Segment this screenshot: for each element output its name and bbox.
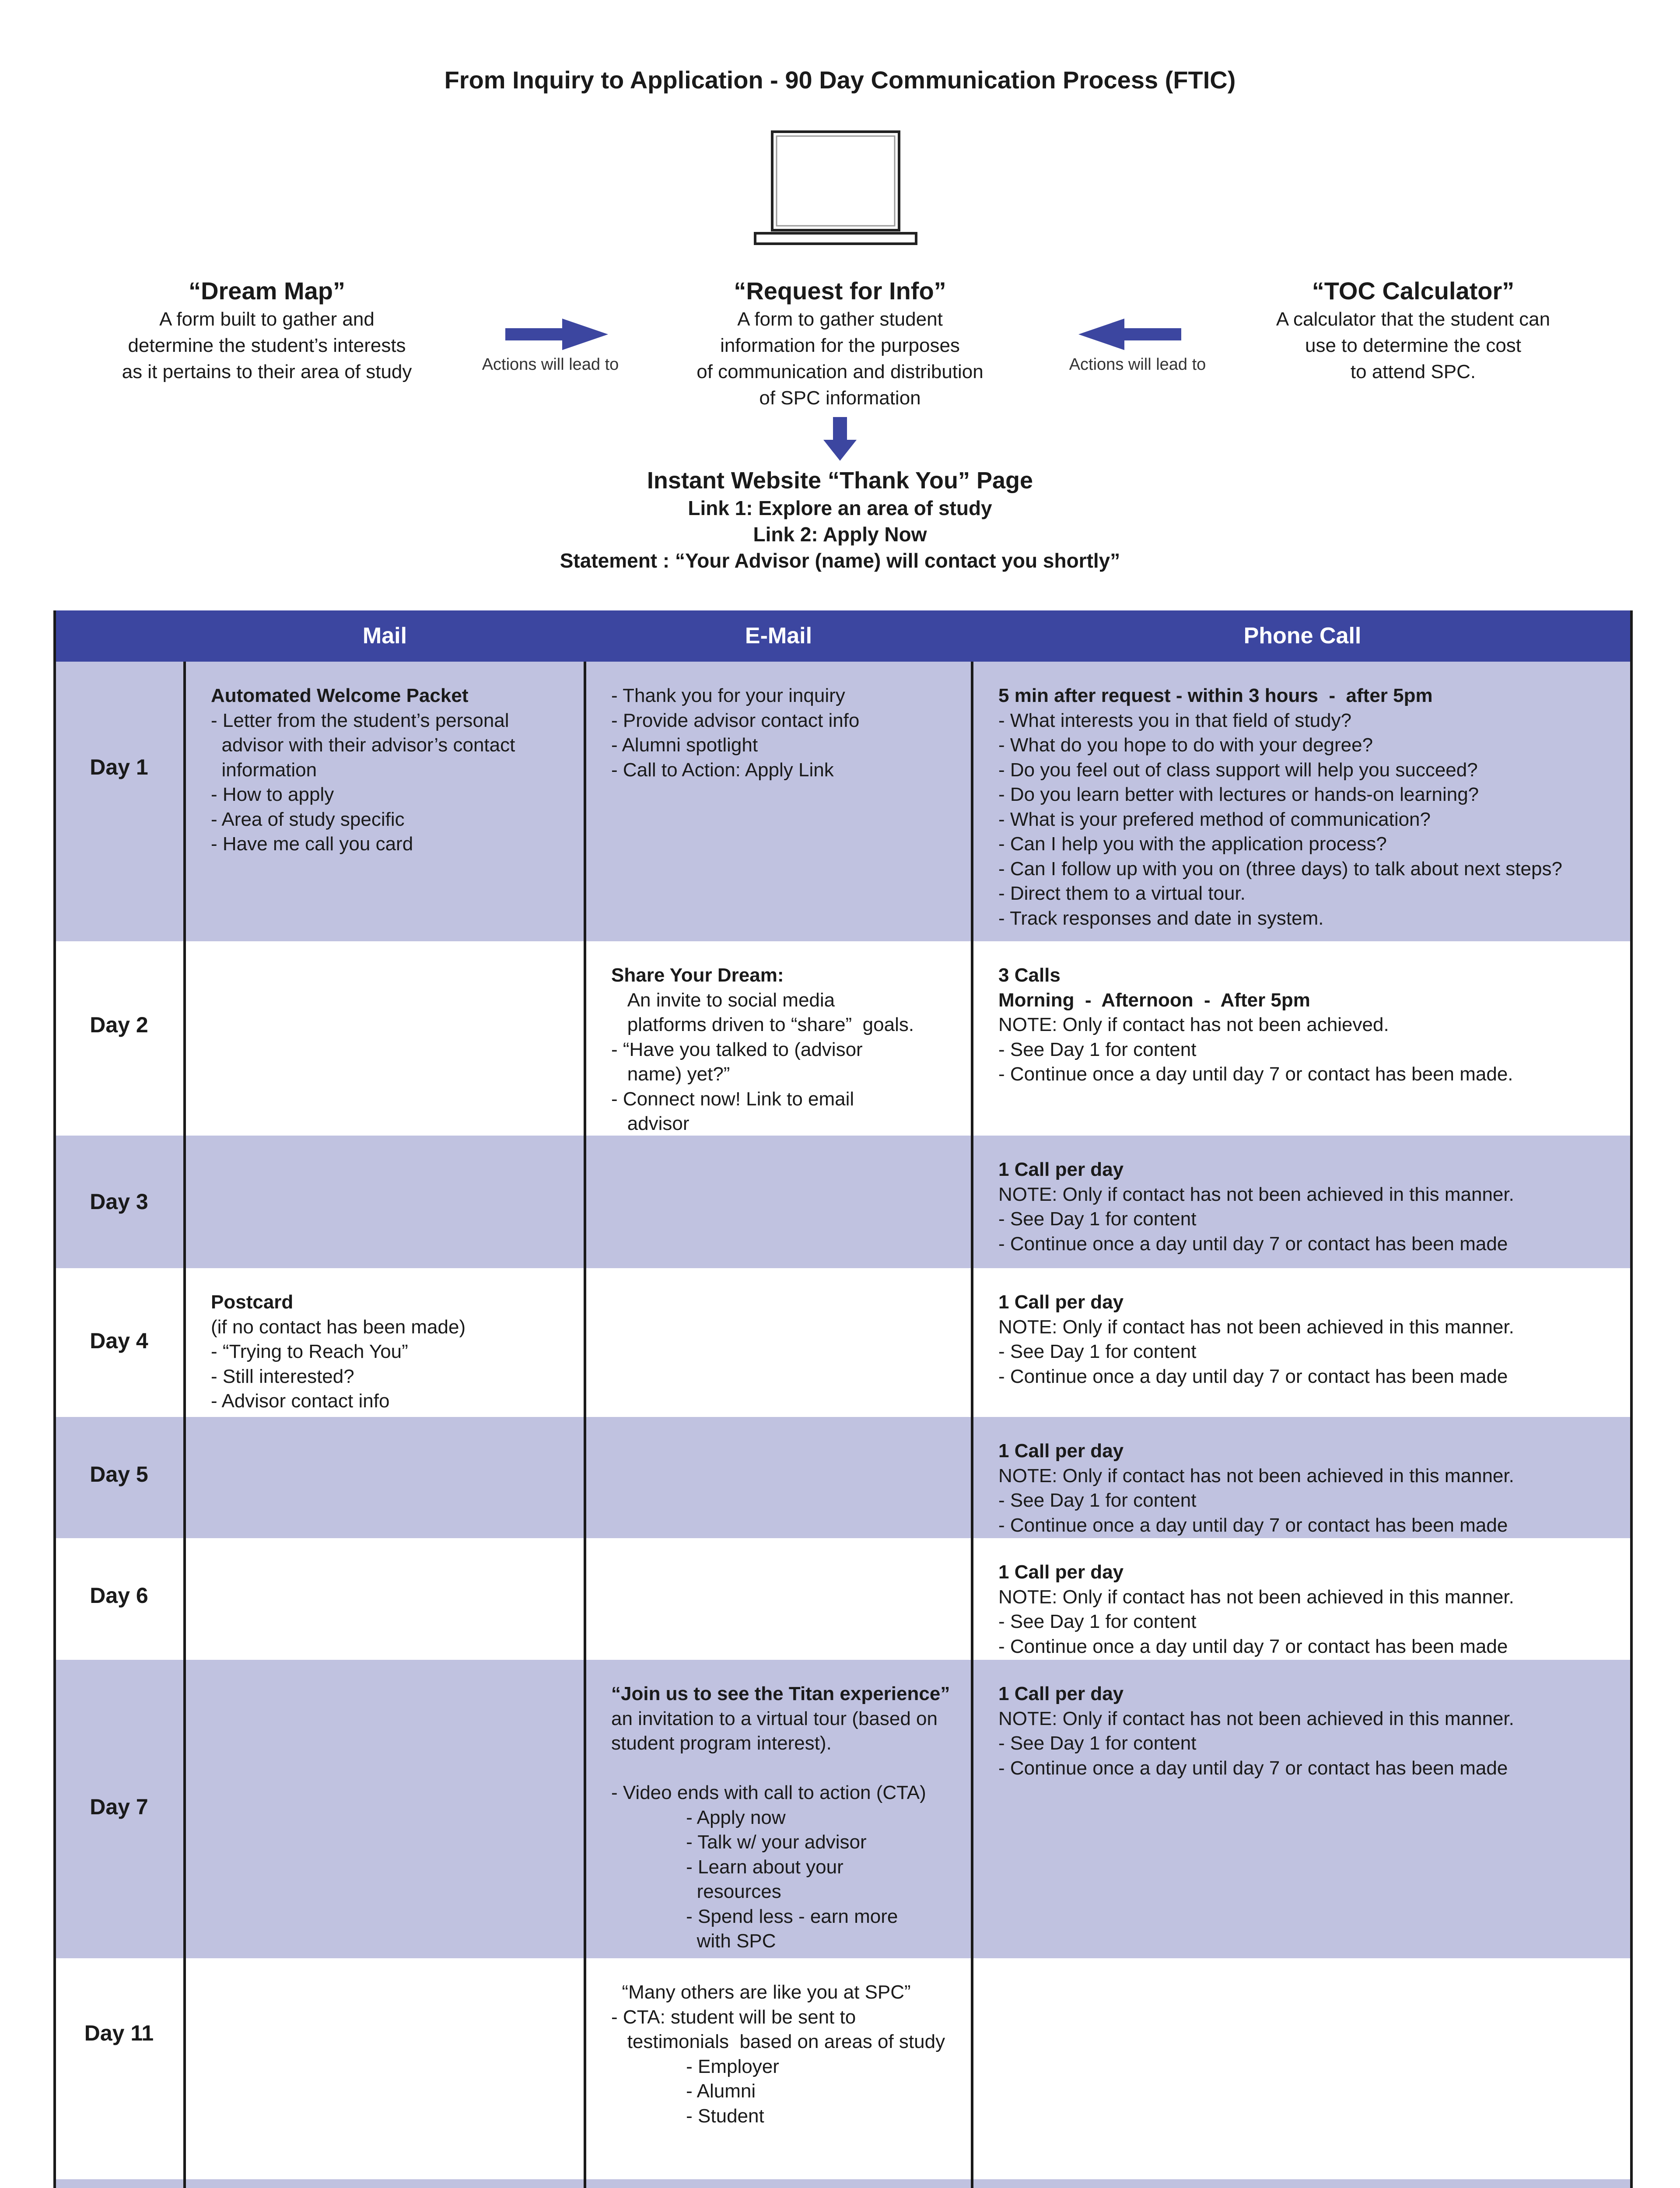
day-label: Day 4 [90,1329,148,1353]
phone-line [998,1513,1514,1538]
phone-line [998,1439,1514,1464]
email-line [611,1904,950,1929]
table-row [53,662,1633,941]
line-text: testimonials based on areas of study [611,2031,945,2052]
dream-map-line: A form built to gather and [159,309,374,330]
phone-line [998,881,1562,906]
header-phone: Phone Call [1243,623,1362,649]
phone-line [998,1182,1514,1207]
line-text: - Can I help you with the application process? [998,833,1387,855]
table-row [53,941,1633,1136]
email-line [611,1806,950,1830]
table-row [53,1538,1633,1660]
day-label: Day 5 [90,1462,148,1487]
line-text: - “Trying to Reach You” [211,1341,408,1362]
line-text: - Continue once a day until day 7 or contact has been made. [998,1063,1513,1085]
line-text: - Alumni [611,2080,756,2102]
header-email: E-Mail [745,623,812,649]
phone-line [998,708,1562,733]
email-cell [611,684,859,782]
table-row [53,1958,1633,2179]
table-border-left [53,610,56,2188]
phone-cell [998,1439,1514,1538]
line-text: 1 Call per day [998,1440,1124,1462]
dream-map-box [88,276,446,385]
line-text: advisor with their advisor’s contact [211,734,515,756]
mail-line [211,832,515,857]
line-text: Postcard [211,1291,294,1313]
email-line [611,2005,945,2030]
email-line [611,1038,914,1062]
phone-line [998,1157,1514,1182]
line-text: an invitation to a virtual tour (based on [611,1708,938,1729]
line-text: (if no contact has been made) [211,1316,466,1338]
day-label: Day 2 [90,1013,148,1037]
line-text: - Talk w/ your advisor [611,1831,867,1853]
line-text: - See Day 1 for content [998,1490,1197,1511]
page-title: From Inquiry to Application - 90 Day Communication Process (FTIC) [444,66,1236,94]
phone-line [998,1731,1514,1756]
toc-heading: “TOC Calculator” [1312,277,1515,305]
line-text: advisor [611,1113,690,1134]
phone-line [998,1207,1514,1232]
line-text: name) yet?” [611,1063,730,1085]
line-text: - Student [611,2105,764,2127]
line-text: - Continue once a day until day 7 or contact has been made [998,1514,1508,1536]
line-text: - See Day 1 for content [998,1038,1197,1060]
email-line [611,1980,945,2005]
email-line [611,1756,950,1781]
line-text: - Continue once a day until day 7 or contact has been made [998,1233,1508,1255]
phone-line [998,1232,1514,1257]
mail-line [211,1315,466,1340]
line-text: - Track responses and date in system. [998,907,1324,929]
line-text: - Area of study specific [211,808,405,830]
line-text: student program interest). [611,1732,832,1754]
mail-line [211,733,515,758]
phone-line [998,684,1562,708]
line-text: - What interests you in that field of study? [998,709,1352,731]
line-text: 3 Calls [998,964,1060,986]
line-text: - See Day 1 for content [998,1611,1197,1632]
request-info-line: information for the purposes [720,335,960,356]
day-label: Day 6 [90,1583,148,1608]
phone-cell [998,963,1513,1087]
request-info-line: of SPC information [759,387,921,409]
line-text: resources [611,1881,781,1902]
phone-line [998,1634,1514,1659]
phone-cell [998,1560,1514,1659]
dream-map-heading: “Dream Map” [189,277,345,305]
line-text: - Connect now! Link to email [611,1088,854,1110]
line-text: 1 Call per day [998,1159,1124,1180]
line-text: NOTE: Only if contact has not been achieved in this manner. [998,1316,1514,1338]
phone-line [998,1290,1514,1315]
line-text: - Continue once a day until day 7 or contact has been made [998,1365,1508,1387]
arrow-down-icon [823,417,857,461]
email-line [611,1062,914,1087]
phone-line [998,1038,1513,1062]
line-text: - What do you hope to do with your degree? [998,734,1373,756]
phone-line [998,1682,1514,1707]
table-row [53,1136,1633,1268]
day-label: Day 11 [84,2021,154,2045]
column-divider [183,662,186,2188]
email-line [611,1731,950,1756]
phone-line [998,1609,1514,1634]
mail-line [211,708,515,733]
day-label: Day 3 [90,1189,148,1214]
request-info-line: of communication and distribution [696,361,984,382]
line-text: - Employer [611,2055,779,2077]
line-text: - Thank you for your inquiry [611,685,845,706]
phone-line [998,807,1562,832]
line-text: - Provide advisor contact info [611,709,860,731]
table-border-right [1630,610,1633,2188]
mail-line [211,758,515,783]
phone-line [998,832,1562,857]
thank-you-heading: Instant Website “Thank You” Page [647,467,1033,494]
email-line [611,1013,914,1038]
email-line [611,2104,945,2129]
phone-cell [998,684,1562,931]
line-text: - Do you feel out of class support will help you succeed? [998,759,1478,781]
phone-line [998,963,1513,988]
line-text: - “Have you talked to (advisor [611,1038,863,1060]
phone-line [998,1756,1514,1781]
line-text: NOTE: Only if contact has not been achieved in this manner. [998,1708,1514,1729]
request-info-line: A form to gather student [737,309,943,330]
line-text: 1 Call per day [998,1561,1124,1583]
day-label: Day 1 [90,755,148,779]
day-label: Day 7 [90,1795,148,1819]
arrow-right-icon [505,319,608,350]
email-line [611,1707,950,1732]
email-line [611,1830,950,1855]
phone-line [998,857,1562,882]
line-text: platforms driven to “share” goals. [611,1014,914,1035]
phone-line [998,1585,1514,1610]
line-text: - Continue once a day until day 7 or contact has been made [998,1635,1508,1657]
laptop-icon [752,129,919,252]
toc-calculator-box [1234,276,1592,385]
mail-line [211,684,515,708]
line-text: - Do you learn better with lectures or hands-on learning? [998,784,1479,805]
line-text: “Join us to see the Titan experience” [611,1683,950,1704]
mail-line [211,1389,466,1414]
phone-line [998,1707,1514,1732]
email-line [611,1855,950,1880]
thank-you-page [0,466,1680,574]
line-text: An invite to social media [611,989,835,1011]
email-line [611,1929,950,1954]
line-text: 1 Call per day [998,1291,1124,1313]
email-cell [611,1682,950,1954]
actions-lead-label-left: Actions will lead to [482,355,619,374]
line-text: with SPC [611,1930,776,1952]
line-text: - Learn about your [611,1856,844,1878]
email-line [611,708,859,733]
email-cell [611,963,914,1136]
email-cell [611,1980,945,2128]
phone-line [998,1315,1514,1340]
line-text: - Spend less - earn more [611,1905,898,1927]
line-text: Automated Welcome Packet [211,685,469,706]
phone-line [998,906,1562,931]
line-text: - Call to Action: Apply Link [611,759,834,781]
table-header [53,610,1633,662]
phone-line [998,1464,1514,1489]
request-info-box [648,276,1032,411]
dream-map-line: as it pertains to their area of study [122,361,412,382]
email-line [611,1112,914,1136]
email-line [611,963,914,988]
table-row [53,1660,1633,1958]
line-text: - What is your prefered method of communication? [998,808,1431,830]
mail-line [211,807,515,832]
line-text: - Still interested? [211,1365,354,1387]
line-text: NOTE: Only if contact has not been achieved. [998,1014,1389,1035]
phone-cell [998,1290,1514,1389]
phone-line [998,1488,1514,1513]
email-line [611,1879,950,1904]
email-line [611,684,859,708]
line-text: “Many others are like you at SPC” [611,1981,911,2003]
phone-line [998,988,1513,1013]
line-text: - See Day 1 for content [998,1341,1197,1362]
email-line [611,1781,950,1806]
mail-line [211,1339,466,1364]
email-line [611,733,859,758]
mail-line [211,1364,466,1389]
dream-map-line: determine the student’s interests [128,335,406,356]
phone-cell [998,1157,1514,1256]
toc-line: A calculator that the student can [1276,309,1550,330]
line-text: - Video ends with call to action (CTA) [611,1782,926,1803]
line-text: - Have me call you card [211,833,413,855]
table-row [53,2179,1633,2188]
line-text: - Continue once a day until day 7 or contact has been made [998,1757,1508,1779]
line-text: - How to apply [211,784,334,805]
line-text: Share Your Dream: [611,964,784,986]
phone-cell [998,1682,1514,1781]
table-row [53,1268,1633,1417]
phone-line [998,733,1562,758]
line-text: - Direct them to a virtual tour. [998,883,1246,904]
email-line [611,758,859,783]
thank-you-link1: Link 1: Explore an area of study [688,497,992,519]
phone-line [998,1013,1513,1038]
line-text: NOTE: Only if contact has not been achieved in this manner. [998,1183,1514,1205]
line-text: NOTE: Only if contact has not been achieved in this manner. [998,1465,1514,1487]
email-line [611,1087,914,1112]
line-text: - See Day 1 for content [998,1208,1197,1230]
line-text: - See Day 1 for content [998,1732,1197,1754]
mail-cell [211,1290,466,1414]
email-line [611,1682,950,1707]
line-text: - Alumni spotlight [611,734,758,756]
line-text: 5 min after request - within 3 hours - after 5pm [998,685,1433,706]
table-row [53,1417,1633,1538]
line-text: - Letter from the student’s personal [211,709,509,731]
line-text: NOTE: Only if contact has not been achieved in this manner. [998,1586,1514,1608]
phone-line [998,1339,1514,1364]
email-line [611,988,914,1013]
phone-line [998,1560,1514,1585]
email-line [611,2030,945,2055]
email-line [611,2055,945,2079]
communication-table [53,610,1633,2188]
phone-line [998,1062,1513,1087]
header-mail: Mail [362,623,407,649]
phone-line [998,758,1562,783]
phone-line [998,782,1562,807]
line-text: - Advisor contact info [211,1390,390,1412]
line-text: - CTA: student will be sent to [611,2006,856,2028]
thank-you-link2: Link 2: Apply Now [753,523,927,546]
line-text: - Can I follow up with you on (three days) to talk about next steps? [998,858,1562,880]
line-text: 1 Call per day [998,1683,1124,1704]
arrow-left-icon [1078,319,1181,350]
line-text [611,1757,616,1779]
line-text: Morning - Afternoon - After 5pm [998,989,1310,1011]
mail-line [211,1290,466,1315]
line-text: - Apply now [611,1806,786,1828]
actions-lead-label-right: Actions will lead to [1069,355,1206,374]
mail-line [211,782,515,807]
toc-line: use to determine the cost [1305,335,1522,356]
toc-line: to attend SPC. [1350,361,1476,382]
thank-you-statement: Statement : “Your Advisor (name) will contact you shortly” [560,549,1120,572]
column-divider [584,662,586,2188]
line-text: information [211,759,317,781]
mail-cell [211,684,515,857]
email-line [611,2079,945,2104]
request-info-heading: “Request for Info” [734,277,946,305]
column-divider [971,662,973,2188]
phone-line [998,1364,1514,1389]
